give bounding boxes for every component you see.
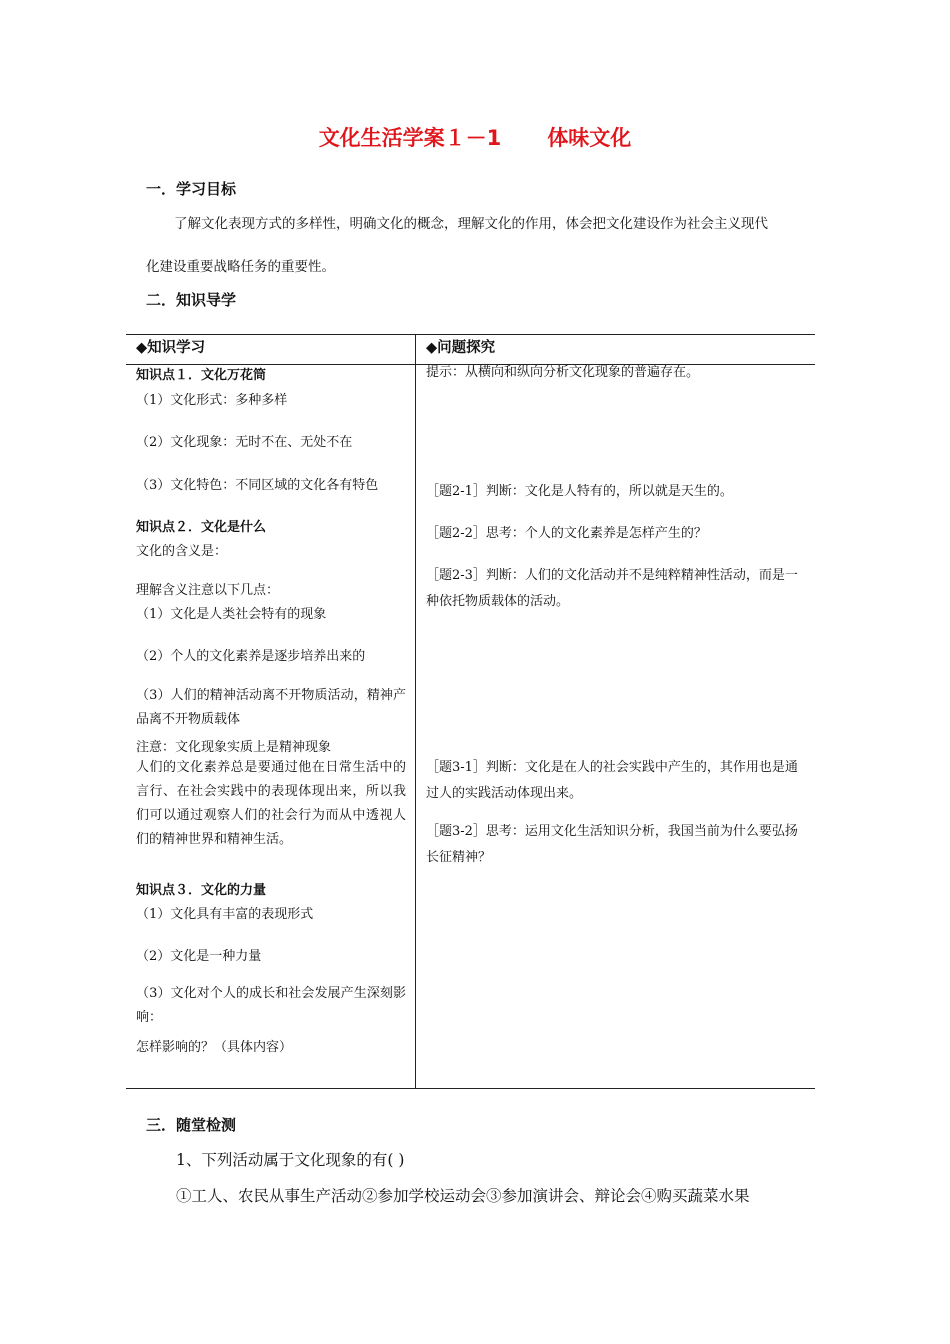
table-top-rule bbox=[126, 334, 815, 335]
table-column-divider bbox=[415, 334, 416, 1089]
title-main: 文化生活学案１－1 bbox=[318, 126, 502, 150]
quiz-options: ①工人、农民从事生产活动②参加学校运动会③参加演讲会、辩论会④购买蔬菜水果 bbox=[176, 1187, 750, 1205]
kp1-item-2: （2）文化现象：无时不在、无处不在 bbox=[136, 435, 353, 450]
kp2-meaning: 文化的含义是： bbox=[136, 544, 228, 559]
objective-line-2: 化建设重要战略任务的重要性。 bbox=[146, 259, 335, 275]
question-2-2: ［题2-2］思考：个人的文化素养是怎样产生的？ bbox=[426, 526, 707, 541]
kp3-item-3: （3）文化对个人的成长和社会发展产生深刻影响： bbox=[136, 986, 406, 1025]
kp3-title: 知识点３．文化的力量 bbox=[136, 883, 267, 898]
kp3-item-1: （1）文化具有丰富的表现形式 bbox=[136, 907, 314, 922]
kp1-item-3: （3）文化特色：不同区域的文化各有特色 bbox=[136, 478, 379, 493]
left-column-header: ◆知识学习 bbox=[136, 340, 206, 356]
kp1-title: 知识点１．文化万花筒 bbox=[136, 368, 267, 383]
kp2-item-1: （1）文化是人类社会特有的现象 bbox=[136, 607, 327, 622]
table-bottom-rule bbox=[126, 1088, 815, 1089]
question-3-2: ［题3-2］思考：运用文化生活知识分析，我国当前为什么要弘扬长征精神？ bbox=[426, 824, 798, 865]
kp2-item-3: （3）人们的精神活动离不开物质活动，精神产品离不开物质载体 bbox=[136, 688, 406, 727]
kp2-item-2: （2）个人的文化素养是逐步培养出来的 bbox=[136, 649, 366, 664]
kp2-note: 注意：文化现象实质上是精神现象 bbox=[136, 740, 332, 755]
section2-heading: 二．知识导学 bbox=[146, 291, 237, 309]
study-table bbox=[126, 334, 815, 1089]
right-column-header: ◆问题探究 bbox=[426, 340, 496, 356]
objective-line-1: 了解文化表现方式的多样性，明确文化的概念，理解文化的作用，体会把文化建设作为社会主义现代 bbox=[174, 216, 768, 232]
kp2-paragraph: 人们的文化素养总是要通过他在日常生活中的言行、在社会实践中的表现体现出来，所以我们可以通过观察人们的社会行为而从中透视人们的精神世界和精神生活。 bbox=[136, 760, 406, 847]
page-title bbox=[0, 122, 950, 152]
title-sub: 体味文化 bbox=[547, 126, 632, 150]
question-3-1: ［题3-1］判断：文化是在人的社会实践中产生的，其作用也是通过人的实践活动体现出来。 bbox=[426, 760, 798, 801]
kp1-item-1: （1）文化形式：多种多样 bbox=[136, 393, 288, 408]
kp2-understand: 理解含义注意以下几点： bbox=[136, 583, 280, 598]
section3-heading: 三．随堂检测 bbox=[146, 1116, 237, 1134]
hint-text: 提示：从横向和纵向分析文化现象的普遍存在。 bbox=[426, 365, 700, 380]
question-2-1: ［题2-1］判断：文化是人特有的，所以就是天生的。 bbox=[426, 484, 733, 499]
kp3-item-2: （2）文化是一种力量 bbox=[136, 949, 262, 964]
kp2-title: 知识点２．文化是什么 bbox=[136, 520, 267, 535]
section1-heading: 一．学习目标 bbox=[146, 180, 237, 198]
kp3-how: 怎样影响的？（具体内容） bbox=[136, 1040, 293, 1055]
quiz-question-1: 1、下列活动属于文化现象的有( ) bbox=[176, 1151, 405, 1169]
question-2-3: ［题2-3］判断：人们的文化活动并不是纯粹精神性活动，而是一种依托物质载体的活动。 bbox=[426, 568, 798, 609]
